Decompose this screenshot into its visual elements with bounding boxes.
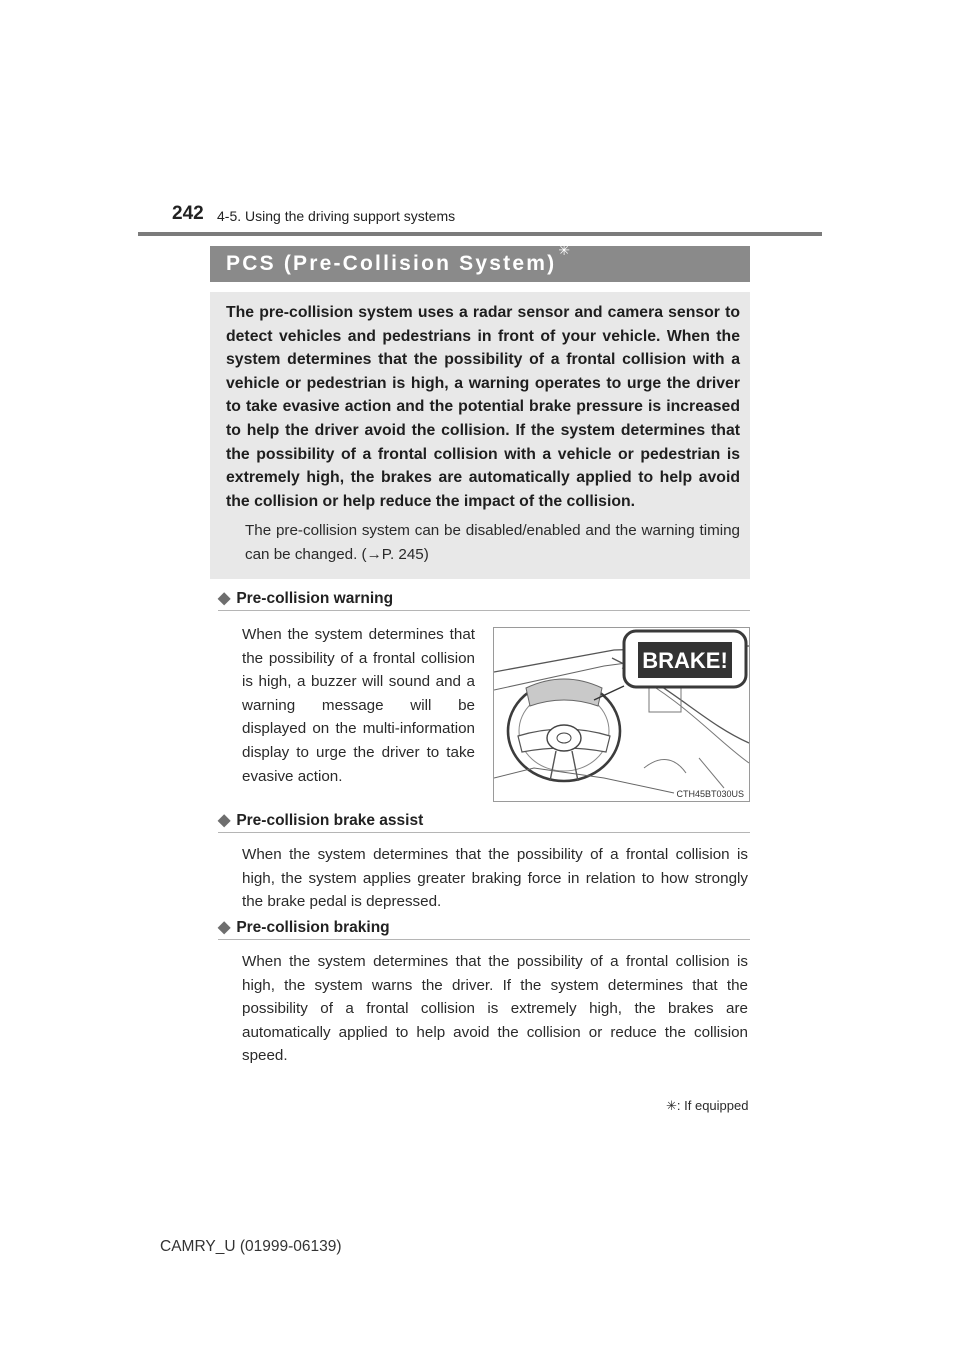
asterisk-icon: ✳ bbox=[558, 242, 570, 258]
paragraph-brake-assist: When the system determines that the possibility of a frontal collision is high, the system applies greater braking force in relation to how strongly the brake pedal is depressed. bbox=[242, 846, 748, 911]
section-title: PCS (Pre-Collision System) bbox=[226, 252, 557, 275]
asterisk-icon: ✳ bbox=[666, 1098, 677, 1113]
section-title-bar bbox=[210, 242, 750, 282]
chapter-heading: 4-5. Using the driving support systems bbox=[217, 208, 456, 224]
page-number: 242 bbox=[172, 203, 204, 224]
figure-code: CTH45BT030US bbox=[676, 789, 744, 799]
model-code: CAMRY_U (01999-06139) bbox=[160, 1238, 342, 1255]
subheading-label: Pre-collision brake assist bbox=[236, 812, 424, 829]
paragraph-braking: When the system determines that the possibility of a frontal collision is high, the system warns the driver. If the system determines that the possibility of a frontal collision is extremely high, the brakes are automatically applied to help avoid the collision or reduce the collision speed. bbox=[242, 953, 748, 1065]
footnote-text: : If equipped bbox=[676, 1098, 749, 1113]
intro-box bbox=[210, 292, 750, 579]
footnote bbox=[666, 1098, 748, 1114]
diamond-icon: ◆ bbox=[218, 590, 231, 607]
subheading-label: Pre-collision warning bbox=[236, 590, 394, 607]
intro-note: The pre-collision system can be disabled/enabled and the warning timing can be changed. (→P. 245) bbox=[245, 522, 740, 563]
subheading-brake-assist bbox=[218, 811, 750, 833]
subheading-pre-collision-warning bbox=[218, 589, 750, 611]
diamond-icon: ◆ bbox=[218, 919, 231, 936]
diamond-icon: ◆ bbox=[218, 812, 231, 829]
intro-text: The pre-collision system uses a radar sensor and camera sensor to detect vehicles and pedestrians in front of your vehicle. When the system determines that the possibility of a frontal collision with a vehicle or pedestrian is high, a warning operates to urge the driver to take evasive action and the potential brake pressure is increased to help the driver avoid the collision. If the system determines that the possibility of a frontal collision with a vehicle or pedestrian is extremely high, the brakes are automatically applied to help avoid the collision or help reduce the impact of the collision. bbox=[226, 304, 740, 510]
brake-callout-text: BRAKE! bbox=[642, 648, 728, 673]
dashboard-drawing bbox=[494, 628, 749, 801]
subheading-label: Pre-collision braking bbox=[236, 919, 390, 936]
subheading-braking bbox=[218, 918, 750, 940]
header-rule bbox=[138, 232, 822, 236]
paragraph-pre-collision-warning: When the system determines that the possibility of a frontal collision is high, a buzzer will sound and a warning message will be displayed on the multi-information display to urge the driver to take evasive action. bbox=[242, 626, 475, 785]
brake-warning-illustration bbox=[493, 627, 750, 802]
